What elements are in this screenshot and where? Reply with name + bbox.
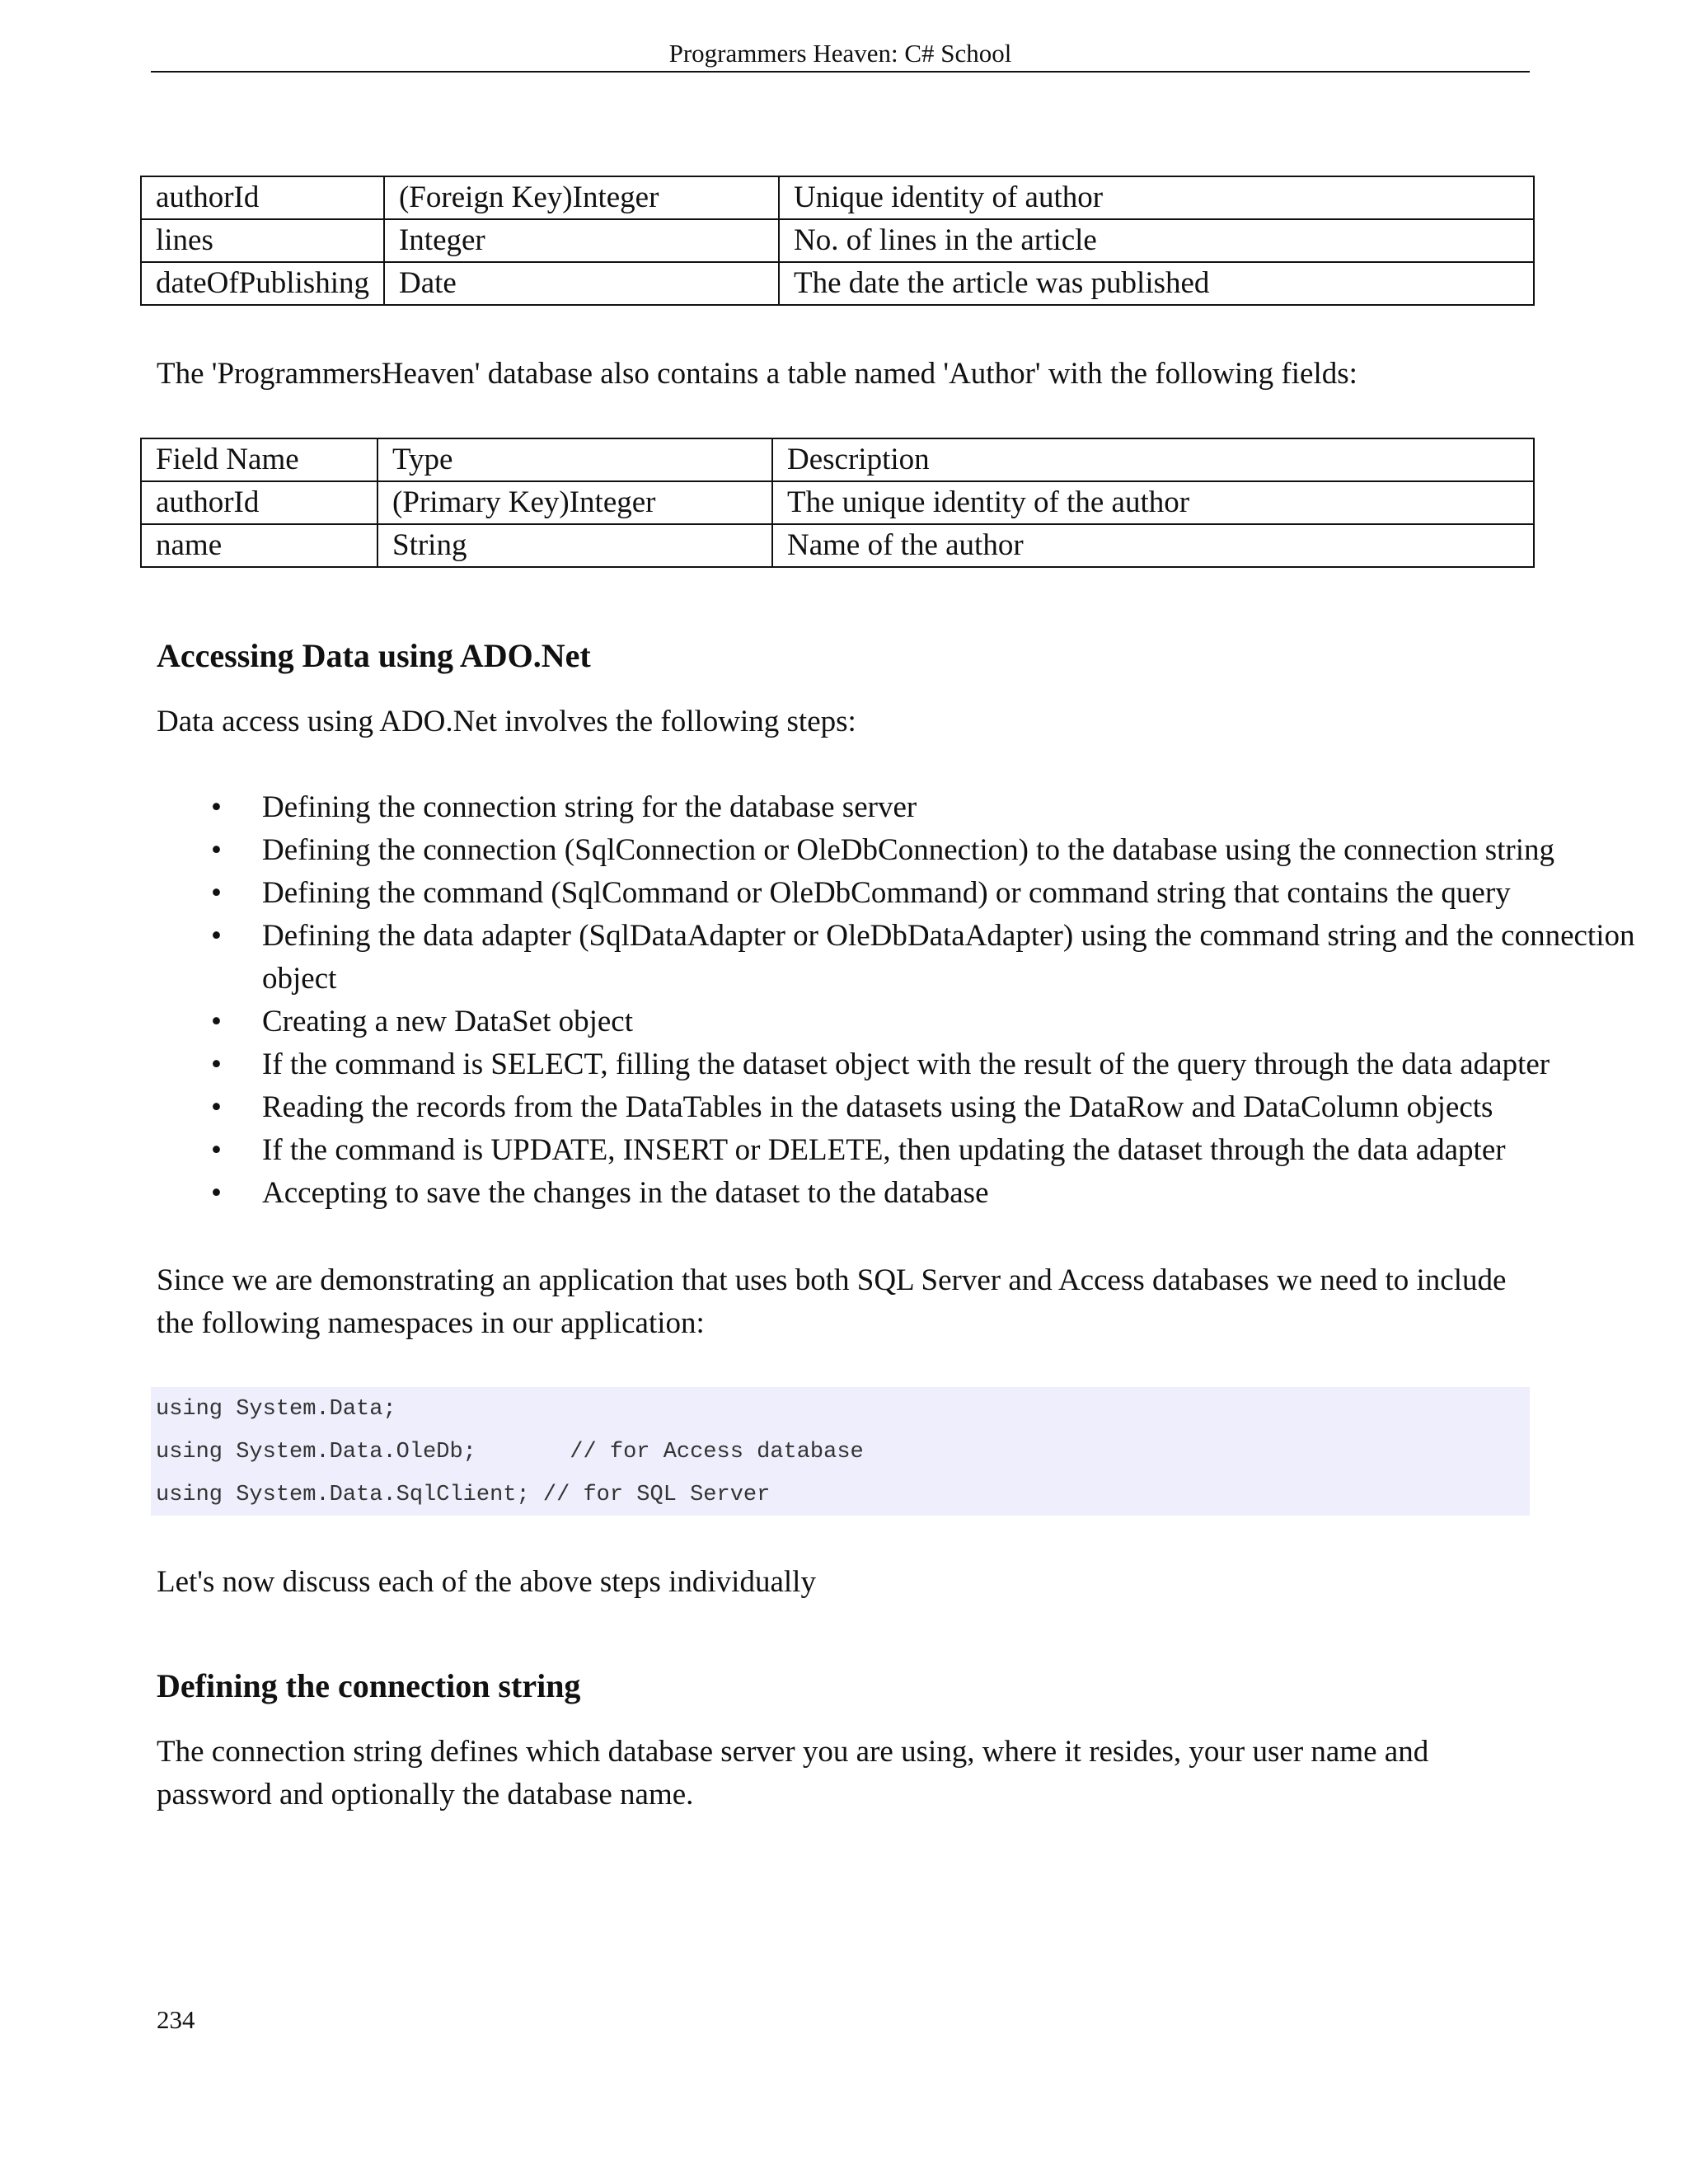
code-line: using System.Data; xyxy=(156,1397,396,1422)
table-header-row xyxy=(141,438,1534,481)
table-cell: String xyxy=(377,524,772,567)
table-cell: Integer xyxy=(384,219,779,262)
section-heading-ado: Accessing Data using ADO.Net xyxy=(157,637,591,674)
ado-steps-list xyxy=(157,786,1663,1215)
table-row xyxy=(141,481,1534,524)
column-header: Field Name xyxy=(141,438,377,481)
list-item xyxy=(211,872,1663,915)
list-item-text: Creating a new DataSet object xyxy=(262,1005,633,1038)
article-fields-table xyxy=(140,176,1535,306)
column-header: Type xyxy=(377,438,772,481)
table-cell: name xyxy=(141,524,377,567)
table-cell: The date the article was published xyxy=(779,262,1534,305)
list-item-text: If the command is SELECT, filling the dataset object with the result of the query through the data adapter xyxy=(262,1047,1550,1081)
table-cell: (Foreign Key)Integer xyxy=(384,176,779,219)
list-item-text: Defining the data adapter (SqlDataAdapter or OleDbDataAdapter) using the command string and the connection object xyxy=(262,919,1635,996)
list-item xyxy=(211,786,1663,829)
header-title: Programmers Heaven: C# School xyxy=(668,39,1012,68)
table-cell: The unique identity of the author xyxy=(772,481,1534,524)
bullet-icon: • xyxy=(211,876,222,910)
connection-text: The connection string defines which database server you are using, where it resides, your user name and password and optionally the database name. xyxy=(157,1735,1429,1811)
page-header xyxy=(151,36,1530,73)
table-cell: authorId xyxy=(141,176,384,219)
table-cell: lines xyxy=(141,219,384,262)
table-row xyxy=(141,176,1534,219)
list-item-text: Defining the command (SqlCommand or OleDbCommand) or command string that contains the query xyxy=(262,876,1511,910)
bullet-icon: • xyxy=(211,1090,222,1124)
bullet-icon: • xyxy=(211,790,222,824)
bullet-icon: • xyxy=(211,1005,222,1038)
bullet-icon: • xyxy=(211,1047,222,1081)
author-fields-table xyxy=(140,438,1535,568)
table-row xyxy=(141,262,1534,305)
code-line: using System.Data.SqlClient; // for SQL Server xyxy=(156,1483,771,1507)
list-item-text: If the command is UPDATE, INSERT or DELETE, then updating the dataset through the data adapter xyxy=(262,1133,1506,1167)
list-item xyxy=(211,1129,1663,1172)
list-item-text: Defining the connection (SqlConnection or OleDbConnection) to the database using the connection string xyxy=(262,833,1555,867)
code-block xyxy=(151,1387,1530,1516)
list-item xyxy=(211,915,1663,1001)
table-cell: Unique identity of author xyxy=(779,176,1534,219)
table-cell: (Primary Key)Integer xyxy=(377,481,772,524)
list-item xyxy=(211,1172,1663,1215)
page-number: 234 xyxy=(157,2005,195,2034)
bullet-icon: • xyxy=(211,1133,222,1167)
discuss-text: Let's now discuss each of the above steps individually xyxy=(157,1565,816,1599)
bullet-icon: • xyxy=(211,919,222,953)
bullet-icon: • xyxy=(211,833,222,867)
column-header: Description xyxy=(772,438,1534,481)
ado-intro: Data access using ADO.Net involves the following steps: xyxy=(157,705,856,738)
table-cell: dateOfPublishing xyxy=(141,262,384,305)
table-row xyxy=(141,524,1534,567)
section-heading-connection: Defining the connection string xyxy=(157,1667,581,1704)
bullet-icon: • xyxy=(211,1176,222,1210)
list-item-text: Accepting to save the changes in the dataset to the database xyxy=(262,1176,989,1210)
list-item xyxy=(211,1043,1663,1086)
code-line: using System.Data.OleDb; // for Access database xyxy=(156,1440,864,1465)
list-item xyxy=(211,829,1663,872)
list-item xyxy=(211,1001,1663,1043)
table-cell: No. of lines in the article xyxy=(779,219,1534,262)
list-item xyxy=(211,1086,1663,1129)
table-row xyxy=(141,219,1534,262)
list-item-text: Reading the records from the DataTables in the datasets using the DataRow and DataColumn objects xyxy=(262,1090,1493,1124)
table-cell: authorId xyxy=(141,481,377,524)
namespaces-text: Since we are demonstrating an application that uses both SQL Server and Access databases we need to include the following namespaces in our application: xyxy=(157,1263,1507,1340)
author-table-intro: The 'ProgrammersHeaven' database also contains a table named 'Author' with the following fields: xyxy=(157,357,1357,391)
list-item-text: Defining the connection string for the database server xyxy=(262,790,917,824)
table-cell: Name of the author xyxy=(772,524,1534,567)
table-cell: Date xyxy=(384,262,779,305)
